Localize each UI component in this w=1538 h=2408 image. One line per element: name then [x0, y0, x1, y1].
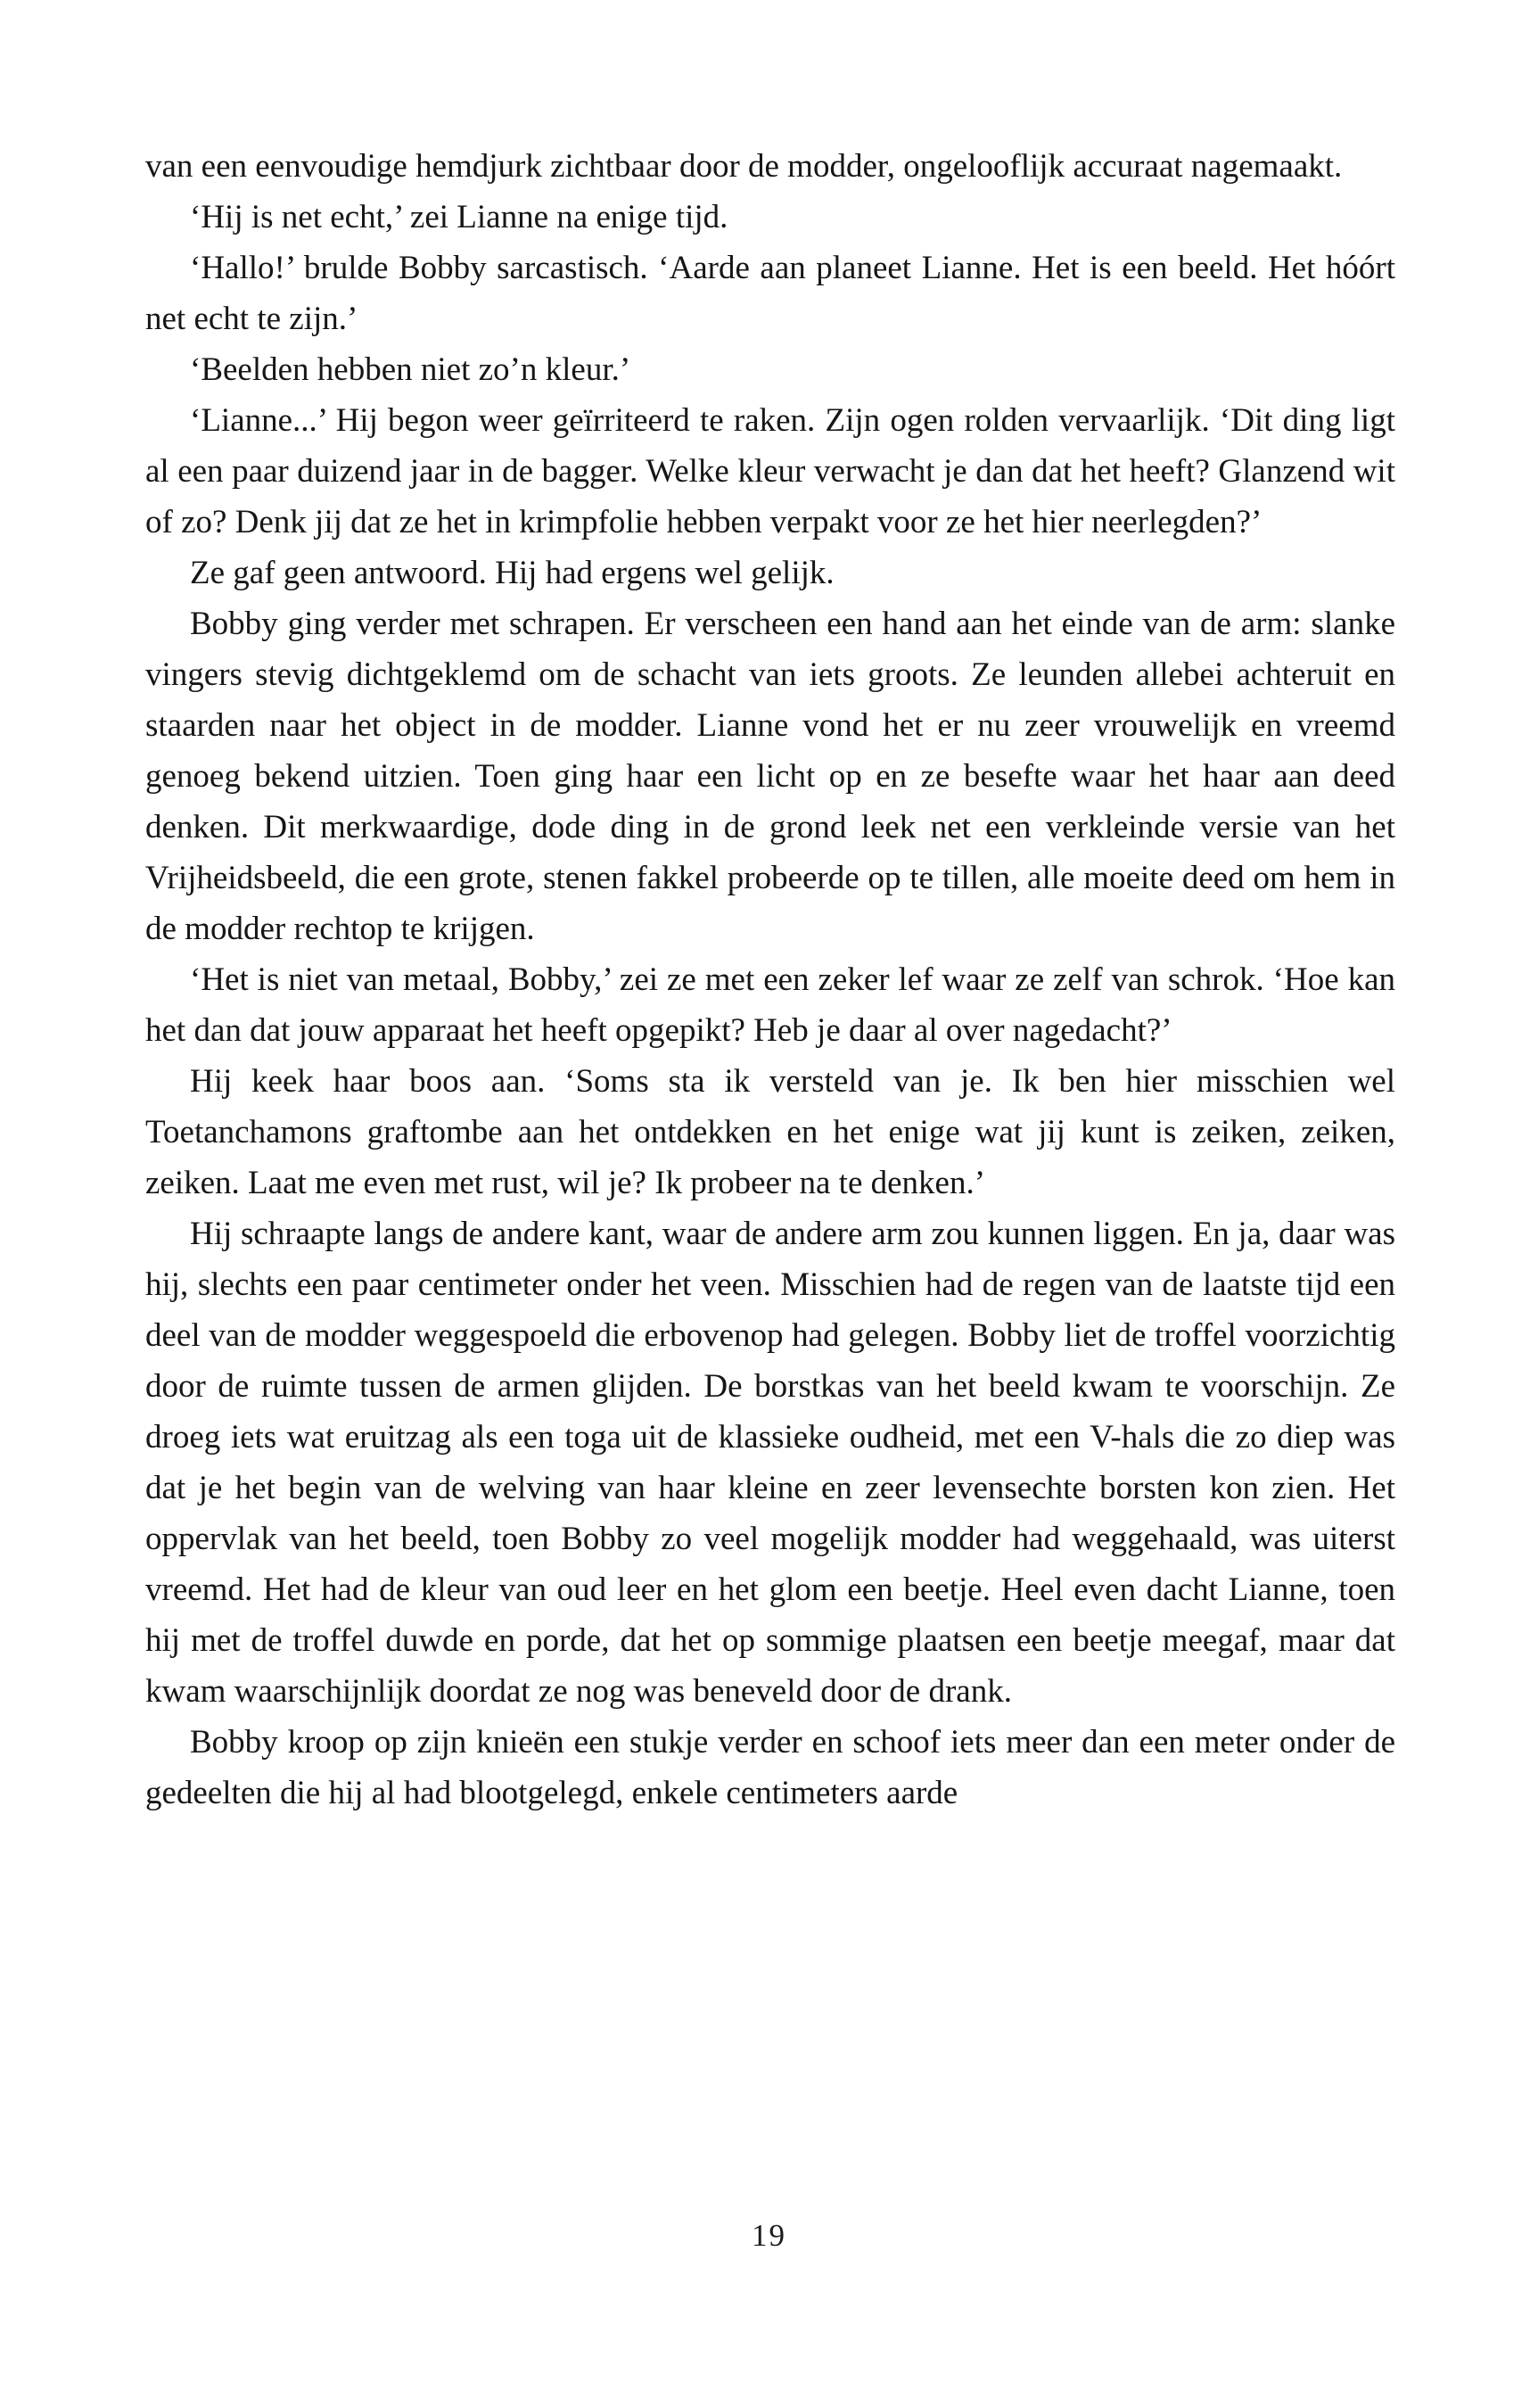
paragraph: Hij keek haar boos aan. ‘Soms sta ik versteld van je. Ik ben hier misschien wel Toetanchamons graftombe aan het ontdekken en het enige wat jij kunt is zeiken, zeiken, zeiken. Laat me even met rust, wil je? Ik probeer na te denken.’: [145, 1063, 1395, 1201]
paragraph: van een eenvoudige hemdjurk zichtbaar door de modder, ongelooflijk accuraat nagemaakt.: [145, 148, 1343, 185]
paragraph: ‘Beelden hebben niet zo’n kleur.’: [190, 351, 631, 388]
paragraph: Ze gaf geen antwoord. Hij had ergens wel gelijk.: [190, 555, 835, 591]
body-text: [145, 141, 1395, 1818]
paragraph: ‘Hij is net echt,’ zei Lianne na enige tijd.: [190, 199, 728, 235]
paragraph: Hij schraapte langs de andere kant, waar de andere arm zou kunnen liggen. En ja, daar was hij, slechts een paar centimeter onder het veen. Misschien had de regen van de laatste tijd een deel van de modder weggespoeld die erbovenop had gelegen. Bobby liet de troffel voorzichtig door de ruimte tussen de armen glijden. De borstkas van het beeld kwam te voorschijn. Ze droeg iets wat eruitzag als een toga uit de klassieke oudheid, met een V-hals die zo diep was dat je het begin van de welving van haar kleine en zeer levensechte borsten kon zien. Het oppervlak van het beeld, toen Bobby zo veel mogelijk modder had weggehaald, was uiterst vreemd. Het had de kleur van oud leer en het glom een beetje. Heel even dacht Lianne, toen hij met de troffel duwde en porde, dat het op sommige plaatsen een beetje meegaf, maar dat kwam waarschijnlijk doordat ze nog was beneveld door de drank.: [145, 1216, 1395, 1710]
paragraph: Bobby kroop op zijn knieën een stukje verder en schoof iets meer dan een meter onder de gedeelten die hij al had blootgelegd, enkele centimeters aarde: [145, 1724, 1395, 1811]
paragraph: ‘Lianne...’ Hij begon weer geïrriteerd te raken. Zijn ogen rolden vervaarlijk. ‘Dit ding ligt al een paar duizend jaar in de bagger. Welke kleur verwacht je dan dat het heeft? Glanzend wit of zo? Denk jij dat ze het in krimpfolie hebben verpakt voor ze het hier neerlegden?’: [145, 402, 1395, 540]
page-number: 19: [752, 2218, 786, 2253]
paragraph: Bobby ging verder met schrapen. Er verscheen een hand aan het einde van de arm: slanke vingers stevig dichtgeklemd om de schacht van iets groots. Ze leunden allebei achteruit en staarden naar het object in de modder. Lianne vond het er nu zeer vrouwelijk en vreemd genoeg bekend uitzien. Toen ging haar een licht op en ze besefte waar het haar aan deed denken. Dit merkwaardige, dode ding in de grond leek net een verkleinde versie van het Vrijheidsbeeld, die een grote, stenen fakkel probeerde op te tillen, alle moeite deed om hem in de modder rechtop te krijgen.: [145, 606, 1395, 947]
paragraph: ‘Het is niet van metaal, Bobby,’ zei ze met een zeker lef waar ze zelf van schrok. ‘Hoe kan het dan dat jouw apparaat het heeft opgepikt? Heb je daar al over nagedacht?’: [145, 961, 1395, 1049]
paragraph: ‘Hallo!’ brulde Bobby sarcastisch. ‘Aarde aan planeet Lianne. Het is een beeld. Het hóórt net echt te zijn.’: [145, 250, 1395, 337]
